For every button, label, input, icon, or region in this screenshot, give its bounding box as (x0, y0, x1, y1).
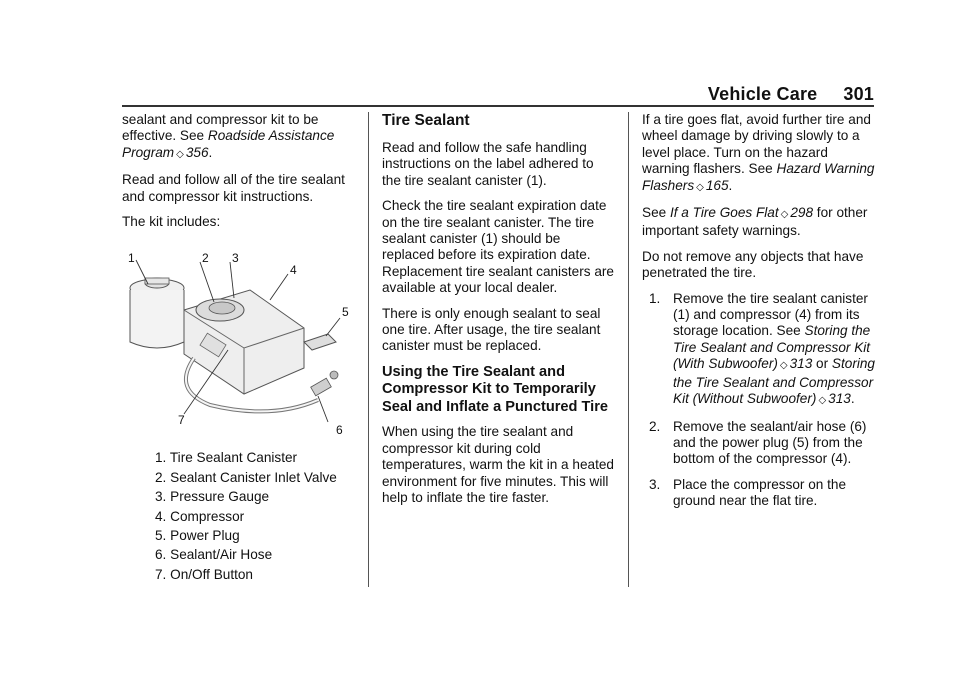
paragraph-text: for other important safety warnings. (642, 205, 868, 239)
page-ref-icon: ◇ (818, 395, 827, 407)
subsection-heading: Using the Tire Sealant and Compressor Kit to Temporarily Seal and Inflate a Punctured Tire (382, 363, 608, 415)
cross-reference-link[interactable]: Storing the Tire Sealant and Compressor Kit (With Subwoofer) (673, 323, 871, 372)
paragraph: Do not remove any objects that have penetrated the tire. (642, 248, 864, 281)
section-title: Vehicle Care (707, 84, 818, 104)
figure-label-4: 4 (290, 263, 297, 278)
list-item (155, 567, 356, 583)
cross-reference-link[interactable]: Roadside Assistance Program (122, 128, 335, 160)
list-item (155, 547, 356, 563)
step-text: or (812, 356, 832, 372)
step-text: Remove the sealant/air hose (6) and the power plug (5) from the bottom of the compressor (4). (673, 418, 867, 467)
figure-label-2: 2 (202, 251, 209, 266)
paragraph-text: If a tire goes flat, avoid further tire and wheel damage by driving slowly to a level place. Turn on the hazard warning flashers. See (642, 112, 871, 177)
item-number: 1. (155, 450, 167, 466)
cross-reference-link[interactable]: If a Tire Goes Flat (669, 205, 779, 221)
list-item (155, 489, 356, 505)
figure-label-5: 5 (342, 305, 349, 320)
section-heading: Tire Sealant (382, 112, 470, 129)
item-label: Power Plug (170, 528, 240, 544)
paragraph: Read and follow the safe handling instructions on the label adhered to the tire sealant canister (1). (382, 140, 594, 188)
paragraph (122, 112, 356, 163)
list-item (642, 477, 878, 510)
column-right (642, 112, 878, 519)
item-number: 3. (155, 489, 167, 505)
item-label: Sealant Canister Inlet Valve (170, 469, 337, 485)
paragraph: Read and follow all of the tire sealant and compressor kit instructions. (122, 172, 345, 204)
paragraph: The kit includes: (122, 214, 221, 230)
parts-list (155, 450, 356, 583)
page-number: 301 (843, 84, 874, 104)
figure-label-3: 3 (232, 251, 239, 266)
cross-reference-page[interactable]: 313 (828, 391, 851, 407)
figure-label-1: 1 (128, 251, 135, 266)
page-ref-icon: ◇ (780, 209, 789, 221)
cross-reference-page[interactable]: 356 (185, 144, 209, 160)
period: . (728, 177, 733, 193)
column-divider (628, 112, 629, 587)
step-text: Place the compressor on the ground near the flat tire. (673, 476, 847, 509)
paragraph: When using the tire sealant and compressor kit during cold temperatures, warm the kit in a heated environment for five minutes. This will help to inflate the tire faster. (382, 424, 614, 505)
period: . (208, 144, 213, 160)
page-ref-icon: ◇ (176, 148, 184, 160)
paragraph (642, 205, 878, 240)
cross-reference-link[interactable]: Storing the Tire Sealant and Compressor Kit (Without Subwoofer) (673, 356, 875, 407)
cross-reference-page[interactable]: 165 (705, 177, 729, 193)
paragraph: Check the tire sealant expiration date on the tire sealant canister. The tire sealant canister (1) should be replaced before its expiration date. Replacement tire sealant canisters are available at your local dealer. (382, 198, 614, 296)
item-label: Tire Sealant Canister (169, 450, 298, 466)
page-ref-icon: ◇ (779, 360, 788, 372)
list-item (155, 470, 356, 486)
cross-reference-link[interactable]: Hazard Warning Flashers (642, 161, 875, 193)
page-ref-icon: ◇ (696, 181, 704, 193)
kit-drawing (122, 250, 356, 442)
item-label: Pressure Gauge (170, 489, 270, 505)
page-header (708, 84, 874, 105)
kit-illustration (122, 250, 356, 442)
period: . (850, 391, 855, 407)
figure-label-6: 6 (336, 423, 343, 438)
cross-reference-page[interactable]: 313 (789, 356, 813, 372)
list-item (155, 450, 356, 466)
cross-reference-page[interactable]: 298 (790, 205, 814, 221)
item-number: 4. (155, 508, 167, 524)
list-item (155, 509, 356, 525)
paragraph-text: See (642, 205, 670, 221)
item-label: Sealant/Air Hose (170, 547, 273, 563)
column-middle (382, 112, 616, 515)
item-number: 6. (155, 547, 167, 563)
header-rule (122, 105, 874, 107)
step-number: 3. (649, 476, 661, 492)
list-item (642, 291, 878, 410)
item-number: 2. (155, 469, 167, 485)
steps-list (642, 291, 878, 510)
item-label: On/Off Button (170, 566, 253, 582)
paragraph (642, 112, 878, 196)
list-item (155, 528, 356, 544)
list-item (642, 419, 878, 468)
paragraph-text: sealant and compressor kit to be effective. See (122, 112, 319, 144)
column-divider (368, 112, 369, 587)
item-number: 7. (155, 566, 167, 582)
step-number: 2. (649, 418, 661, 434)
step-number: 1. (649, 290, 661, 306)
figure-label-7: 7 (178, 413, 185, 428)
step-text: Remove the tire sealant canister (1) and compressor (4) from its storage location. See (673, 290, 868, 339)
item-label: Compressor (170, 508, 245, 524)
column-left (122, 112, 356, 586)
item-number: 5. (155, 528, 167, 544)
paragraph: There is only enough sealant to seal one tire. After usage, the tire sealant canister must be replaced. (382, 305, 601, 354)
